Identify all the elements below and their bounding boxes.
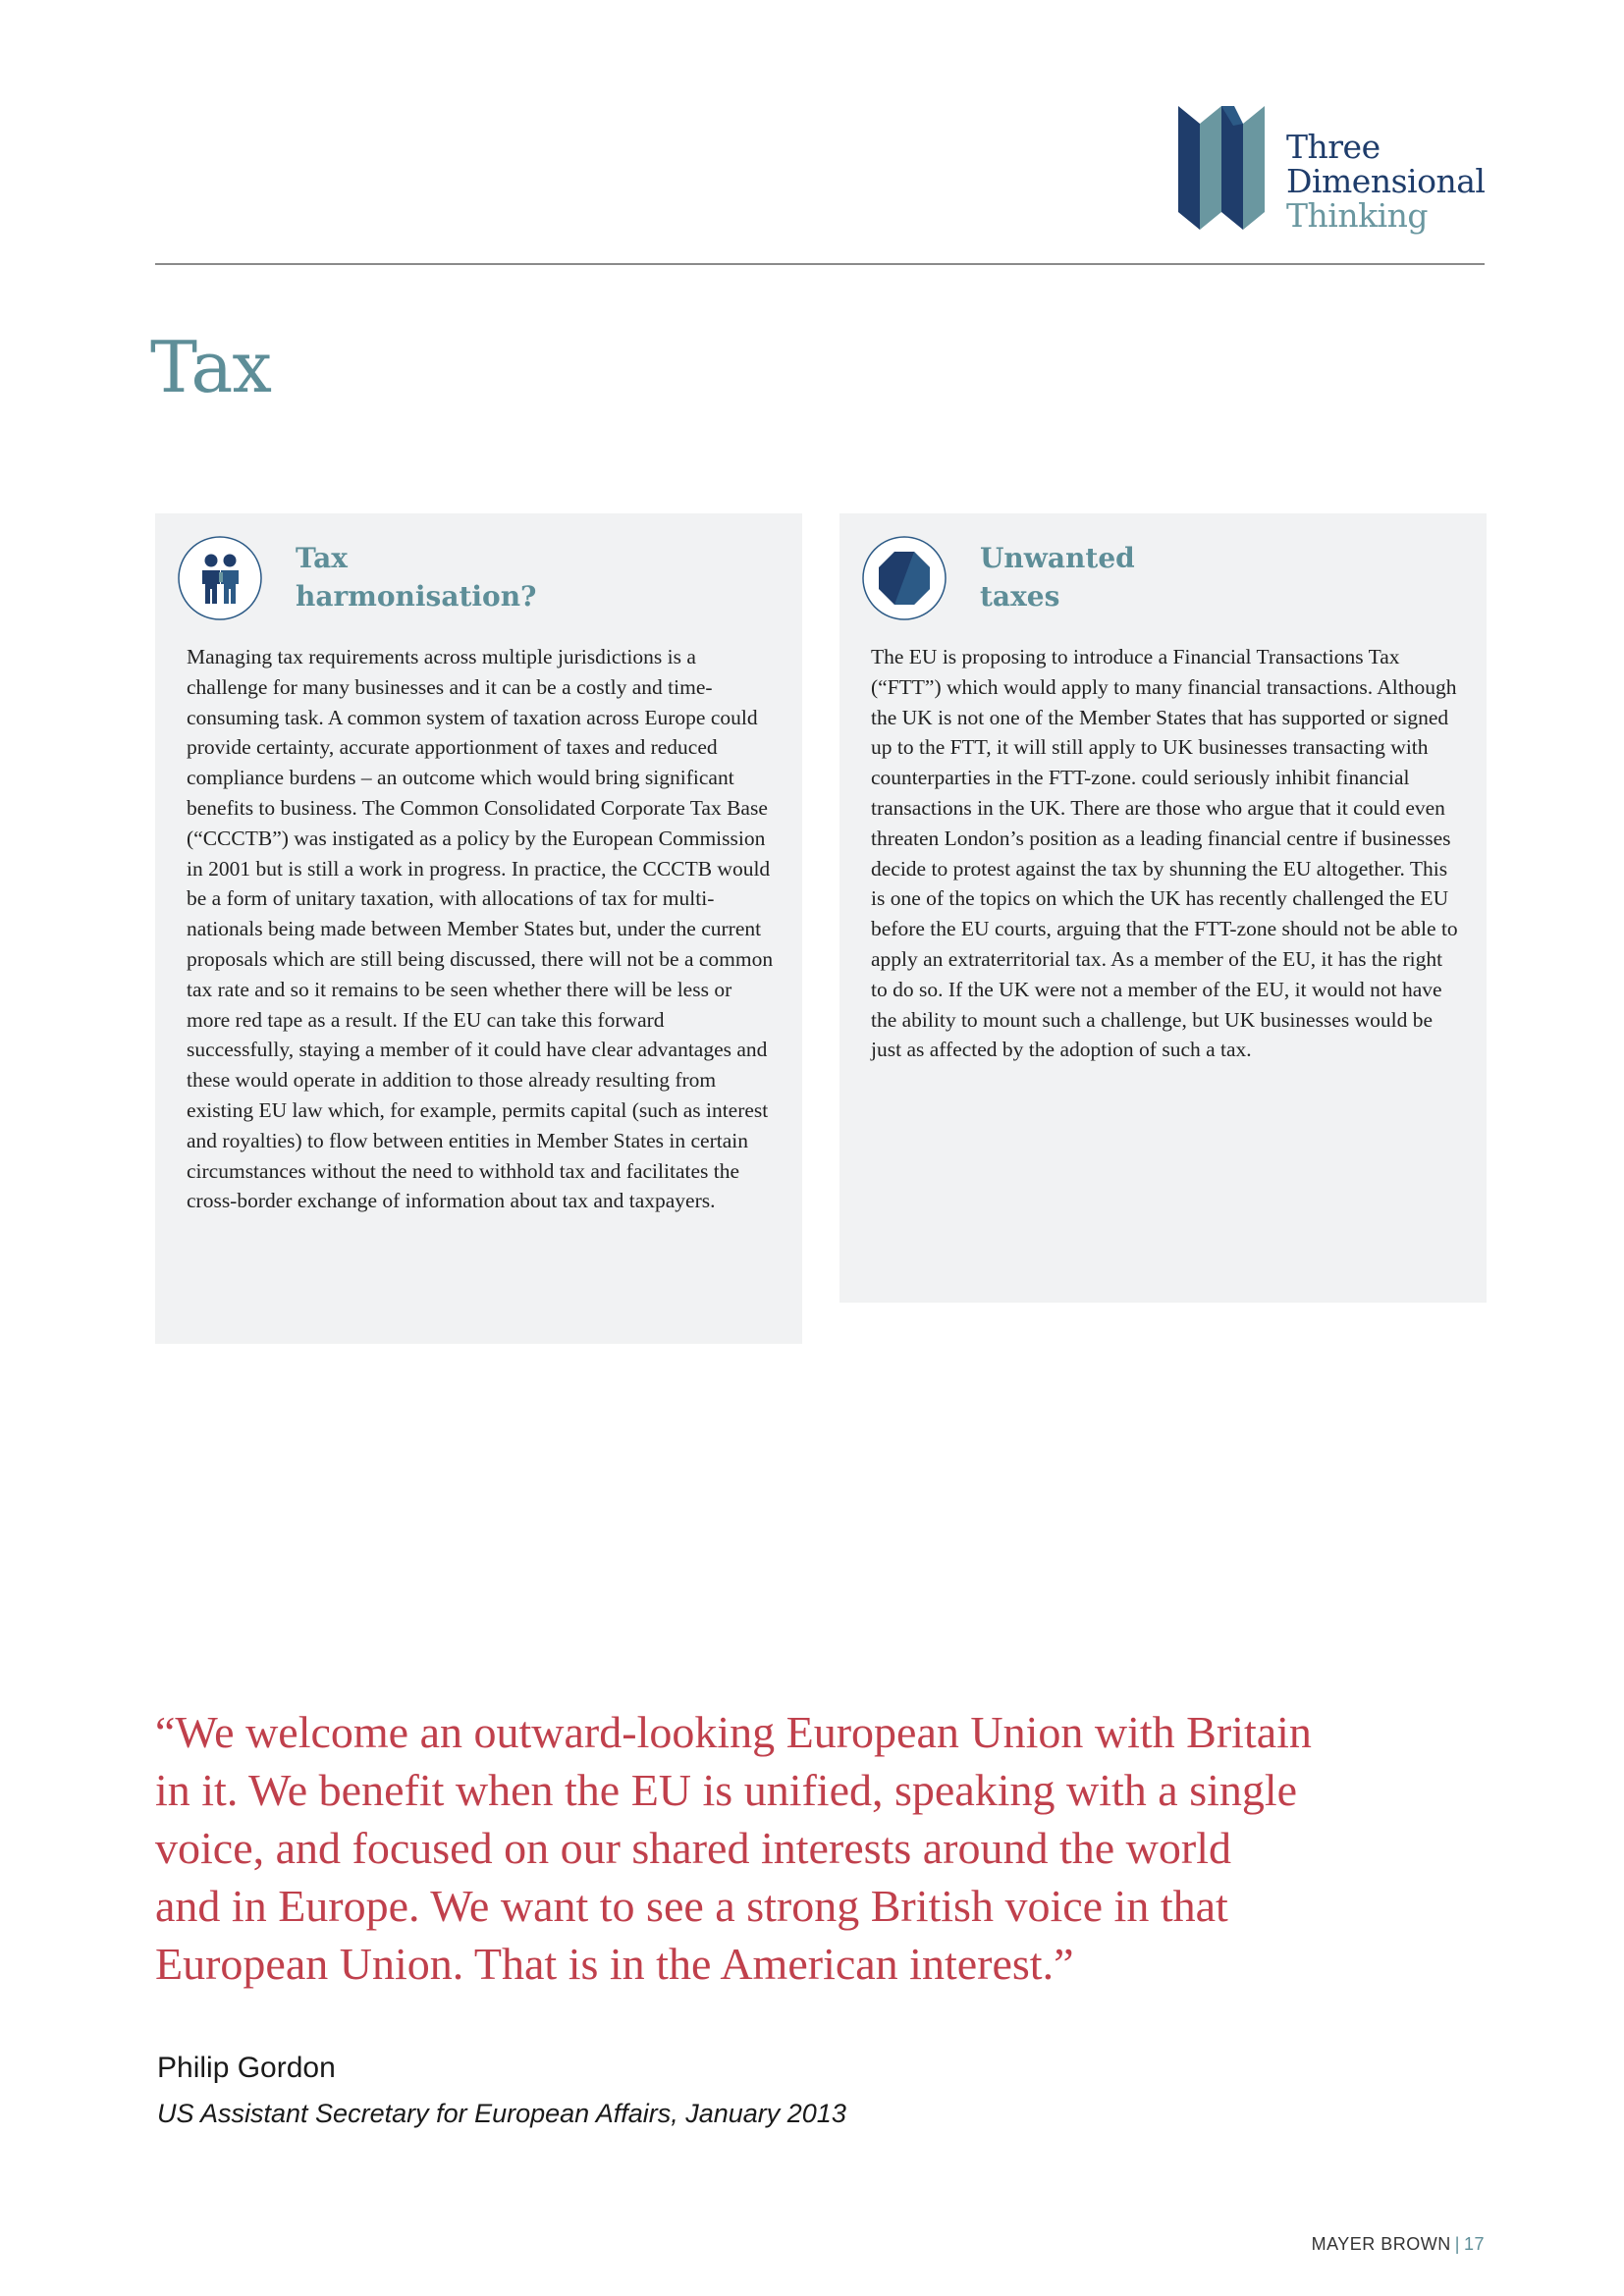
footer-separator: | bbox=[1454, 2234, 1460, 2254]
quote-line: European Union. That is in the American interest.” bbox=[155, 1939, 1074, 1989]
page-title: Tax bbox=[150, 326, 271, 408]
three-dimensional-thinking-logo bbox=[1178, 106, 1492, 239]
card-heading-line2: harmonisation? bbox=[296, 580, 537, 613]
logo-line-three: Three bbox=[1286, 128, 1380, 166]
footer-brand: MAYER BROWN bbox=[1311, 2234, 1451, 2254]
quote-author-role: US Assistant Secretary for European Affairs, January 2013 bbox=[157, 2099, 846, 2128]
logo-line-dimensional: Dimensional bbox=[1286, 162, 1486, 200]
quote-line: voice, and focused on our shared interests around the world bbox=[155, 1823, 1232, 1873]
logo-mark-icon bbox=[1178, 106, 1276, 234]
quote-line: in it. We benefit when the EU is unified, speaking with a single bbox=[155, 1765, 1298, 1815]
page-number: 17 bbox=[1463, 2234, 1485, 2254]
octagon-icon bbox=[861, 535, 947, 621]
card-heading-line1: Tax bbox=[296, 542, 348, 574]
card-body-text: Managing tax requirements across multiple jurisdictions is a challenge for many businesses and it can be a costly and time-consuming task. A common system of taxation across Europe could provide certainty, accurate apportionment of taxes and reduced compliance burdens – an outcome which would bring significant benefits to business. The Common Consolidated Corporate Tax Base (“CCCTB”) was instigated as a policy by the European Commission in 2001 but is still a work in progress. In practice, the CCCTB would be a form of unitary taxation, with allocations of tax for multi-nationals being made between Member States but, under the current proposals which are still being discussed, there will not be a common tax rate and so it remains to be seen whether there will be less or more red tape as a result. If the EU can take this forward successfully, staying a member of it could have clear advantages and these would operate in addition to those already resulting from existing EU law which, for example, permits capital (such as interest and royalties) to flow between entities in Member States in certain circumstances without the need to withhold tax and facilitates the cross-border exchange of information about tax and taxpayers. bbox=[187, 645, 774, 1213]
card-unwanted-taxes bbox=[839, 513, 1487, 1303]
logo-wordmark bbox=[1286, 130, 1485, 233]
logo-line-thinking: Thinking bbox=[1286, 196, 1429, 235]
quote-line: “We welcome an outward-looking European Union with Britain bbox=[155, 1707, 1312, 1757]
card-heading bbox=[296, 539, 536, 615]
quote-line: and in Europe. We want to see a strong British voice in that bbox=[155, 1881, 1228, 1931]
card-body-text: The EU is proposing to introduce a Financial Transactions Tax (“FTT”) which would apply to many financial transactions. Although the UK is not one of the Member States that has supported or signed up to the FTT, it will still apply to UK businesses transacting with counterparties in the FTT-zone. could seriously inhibit financial transactions in the UK. There are those who argue that it could even threaten London’s position as a leading financial centre if businesses decide to protest against the tax by shunning the EU altogether. This is one of the topics on which the UK has recently challenged the EU before the EU courts, arguing that the FTT-zone should not be able to apply an extraterritorial tax. As a member of the EU, it has the right to do so. If the UK were not a member of the EU, it would not have the ability to mount such a challenge, but UK businesses would be just as affected by the adoption of such a tax. bbox=[871, 645, 1458, 1062]
two-people-icon bbox=[177, 535, 263, 621]
page-footer bbox=[1178, 2234, 1485, 2255]
card-heading bbox=[980, 539, 1135, 615]
card-heading-line1: Unwanted bbox=[980, 542, 1135, 574]
header-divider bbox=[155, 263, 1485, 265]
quote-author: Philip Gordon bbox=[157, 2052, 336, 2084]
pull-quote bbox=[155, 1703, 1490, 1993]
card-heading-line2: taxes bbox=[980, 580, 1060, 613]
card-tax-harmonisation bbox=[155, 513, 802, 1344]
